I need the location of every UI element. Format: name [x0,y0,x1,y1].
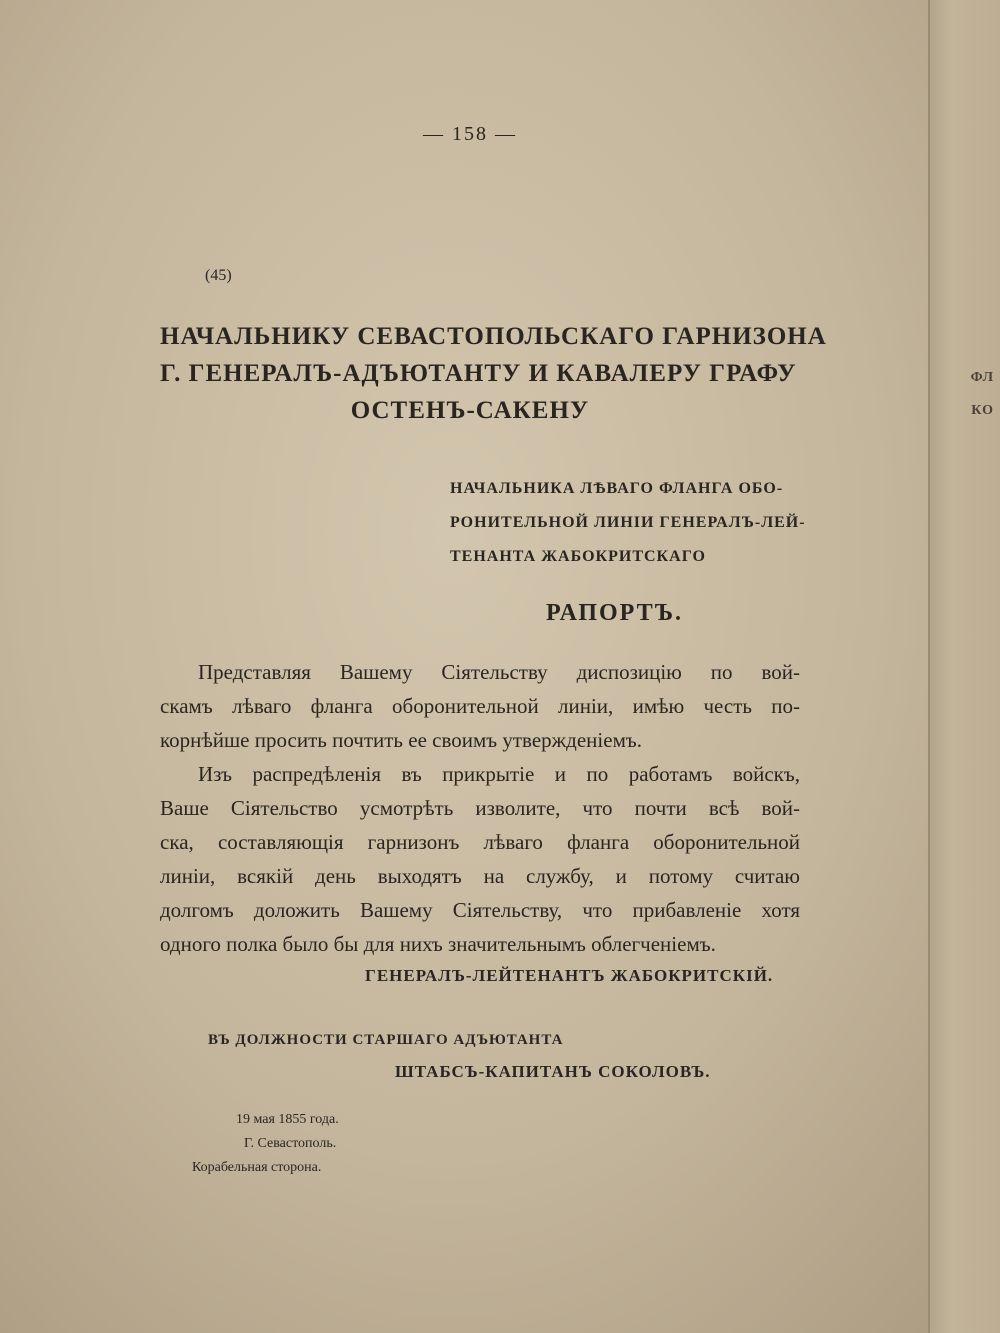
sender-line: РОНИТЕЛЬНОЙ ЛИНІИ ГЕНЕРАЛЪ-ЛЕЙ- [450,514,806,531]
body-line: Ваше Сіятельство усмотрѣть изволите, что почти всѣ вой- [160,796,800,820]
footer-city: Г. Севастополь. [244,1136,337,1151]
date-place-footer [192,1108,339,1180]
body-line: Представляя Вашему Сіятельству диспозицію по вой- [198,660,800,684]
page-number: — 158 — [423,123,517,145]
sender-line: НАЧАЛЬНИКА ЛѢВАГО ФЛАНГА ОБО- [450,480,784,497]
addressee-heading [160,318,827,429]
body-line: одного полка было бы для нихъ значительнымъ облегченіемъ. [160,932,716,956]
cosigner-name: ШТАБСЪ-КАПИТАНЪ СОКОЛОВЪ. [395,1062,711,1081]
cosigner-role: ВЪ ДОЛЖНОСТИ СТАРШАГО АДЪЮТАНТА [208,1032,564,1048]
footer-district: Корабельная сторона. [192,1160,322,1175]
body-line: корнѣйше просить почтить ее своимъ утвержденіемъ. [160,728,642,752]
signature: ГЕНЕРАЛЪ-ЛЕЙТЕНАНТЪ ЖАБОКРИТСКІЙ. [365,966,774,985]
body-line: Изъ распредѣленія въ прикрытіе и по работамъ войскъ, [198,762,800,786]
report-title: РАПОРТЪ. [546,600,683,626]
body-line: скамъ лѣваго фланга оборонительной линіи, имѣю честь по- [160,694,800,718]
body-line: ска, составляющія гарнизонъ лѣваго фланга оборонительной [160,830,800,854]
footer-date: 19 мая 1855 года. [236,1112,339,1127]
addressee-line: НАЧАЛЬНИКУ СЕВАСТОПОЛЬСКАГО ГАРНИЗОНА [160,323,827,350]
facing-page-fragment: КО [971,403,994,418]
facing-page-fragment: ФЛ [970,370,994,385]
body-line: линіи, всякій день выходятъ на службу, и потому считаю [160,864,800,888]
addressee-line: ОСТЕНЪ-САКЕНУ [350,397,590,424]
sender-block [450,472,806,574]
body-line: долгомъ доложить Вашему Сіятельству, что прибавленіе хотя [160,898,800,922]
facing-page-edge [928,0,1000,1333]
report-body [160,655,800,961]
document-number: (45) [205,267,232,284]
sender-line: ТЕНАНТА ЖАБОКРИТСКАГО [450,548,706,565]
addressee-line: Г. ГЕНЕРАЛЪ-АДЪЮТАНТУ И КАВАЛЕРУ ГРАФУ [160,360,797,387]
